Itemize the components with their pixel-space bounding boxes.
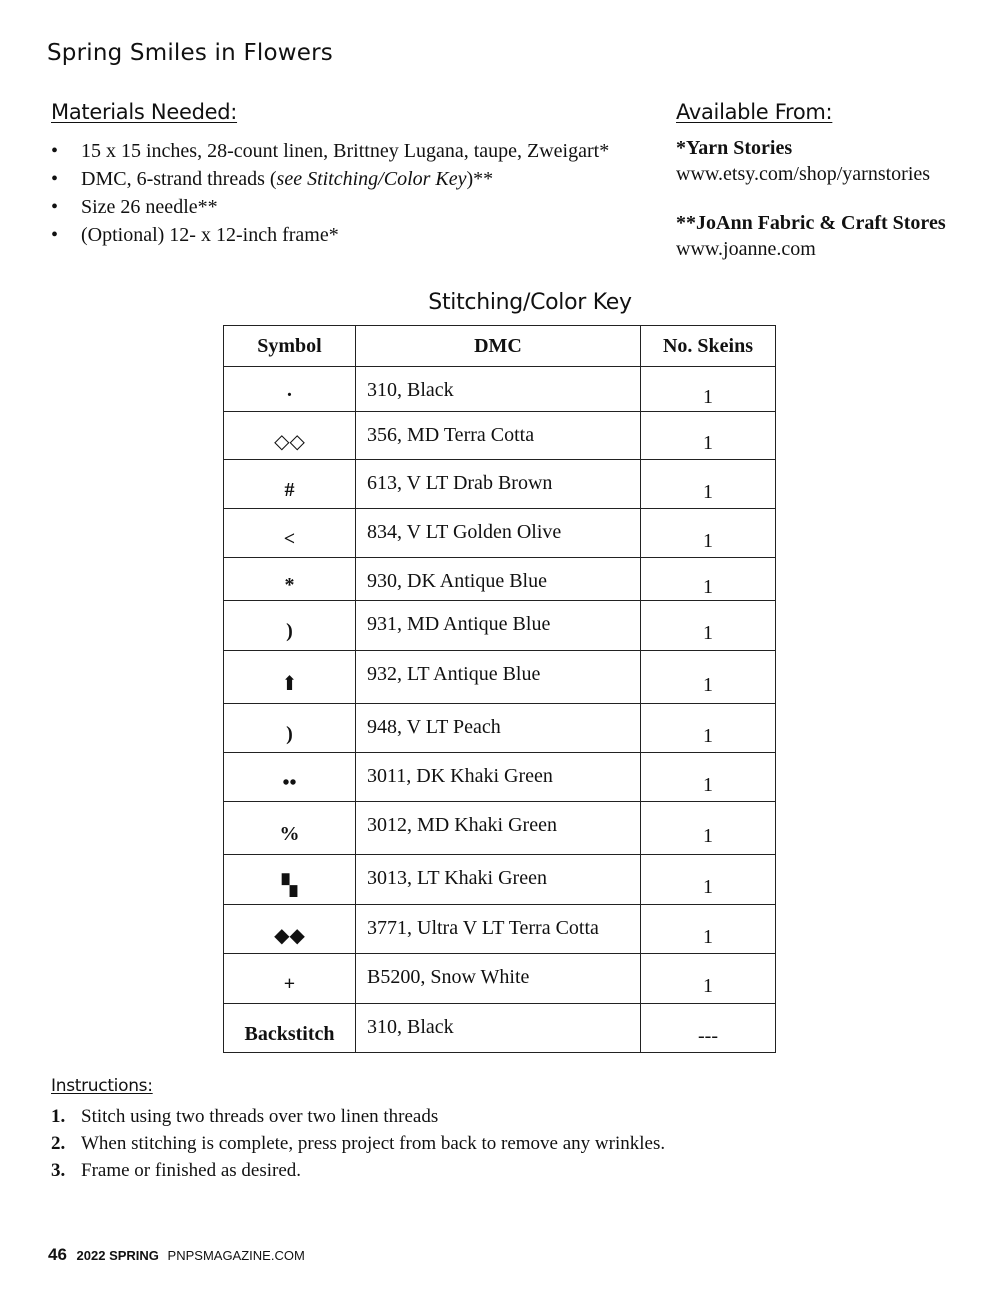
symbol-cell	[224, 753, 356, 802]
table-row	[224, 954, 776, 1004]
dmc-cell: 834, V LT Golden Olive	[356, 509, 641, 558]
materials-item	[51, 193, 609, 221]
available-heading: Available From:	[676, 100, 833, 124]
store-entry	[676, 135, 930, 187]
dmc-cell: 356, MD Terra Cotta	[356, 412, 641, 460]
dmc-cell: 310, Black	[356, 1004, 641, 1053]
table-row	[224, 802, 776, 855]
stitch-symbol-icon: %	[279, 822, 300, 845]
instruction-step	[51, 1103, 665, 1130]
store-url[interactable]: www.etsy.com/shop/yarnstories	[676, 163, 931, 185]
stitch-symbol-icon: ◆◆	[274, 924, 305, 947]
backstitch-label: Backstitch	[244, 1022, 335, 1045]
stitch-symbol-icon: *	[284, 573, 295, 596]
table-row	[224, 651, 776, 704]
step-text: Frame or finished as desired.	[81, 1160, 302, 1181]
skeins-cell: 1	[641, 412, 776, 460]
dmc-cell: 932, LT Antique Blue	[356, 651, 641, 704]
step-number: 3.	[51, 1160, 66, 1181]
dmc-cell: B5200, Snow White	[356, 954, 641, 1004]
materials-item	[51, 137, 609, 165]
store-url[interactable]: www.joanne.com	[676, 238, 816, 260]
symbol-cell	[224, 558, 356, 601]
stitch-symbol-icon: )	[286, 722, 293, 745]
step-number: 2.	[51, 1133, 66, 1154]
symbol-cell	[224, 954, 356, 1004]
stitch-symbol-icon: ⬆	[281, 672, 298, 695]
bullet-icon: •	[51, 196, 59, 218]
skeins-cell: 1	[641, 855, 776, 905]
materials-item-text-after: )**	[466, 168, 494, 190]
store-name: *Yarn Stories	[676, 137, 793, 159]
skeins-cell: 1	[641, 460, 776, 509]
table-row	[224, 855, 776, 905]
page-footer	[48, 1245, 305, 1265]
symbol-cell	[224, 905, 356, 954]
table-row	[224, 905, 776, 954]
instructions-list	[51, 1103, 665, 1184]
table-row	[224, 1004, 776, 1053]
instructions-heading: Instructions:	[51, 1076, 153, 1096]
symbol-cell	[224, 651, 356, 704]
symbol-cell	[224, 802, 356, 855]
materials-item-text: 15 x 15 inches, 28-count linen, Brittney Lugana, taupe, Zweigart*	[81, 140, 610, 162]
table-row	[224, 460, 776, 509]
skeins-cell: 1	[641, 905, 776, 954]
skeins-cell: 1	[641, 704, 776, 753]
symbol-cell	[224, 460, 356, 509]
table-row	[224, 367, 776, 412]
dmc-cell: 3771, Ultra V LT Terra Cotta	[356, 905, 641, 954]
materials-item-text: (Optional) 12- x 12-inch frame*	[81, 224, 339, 246]
key-title: Stitching/Color Key	[428, 290, 632, 315]
bullet-icon: •	[51, 168, 59, 190]
page-title: Spring Smiles in Flowers	[47, 40, 333, 66]
bullet-icon: •	[51, 140, 59, 162]
stitch-symbol-icon: <	[283, 527, 296, 550]
site-label: PNPSMAGAZINE.COM	[167, 1248, 305, 1263]
step-text: Stitch using two threads over two linen threads	[81, 1106, 439, 1127]
dmc-cell: 931, MD Antique Blue	[356, 601, 641, 651]
dmc-cell: 310, Black	[356, 367, 641, 412]
table-row	[224, 509, 776, 558]
stitch-symbol-icon: ◇◇	[274, 431, 305, 453]
table-row	[224, 704, 776, 753]
table-header-row	[224, 326, 776, 367]
step-text: When stitching is complete, press project from back to remove any wrinkles.	[81, 1133, 666, 1154]
symbol-cell	[224, 509, 356, 558]
dmc-cell: 930, DK Antique Blue	[356, 558, 641, 601]
symbol-cell	[224, 601, 356, 651]
dmc-cell: 3012, MD Khaki Green	[356, 802, 641, 855]
skeins-cell: 1	[641, 954, 776, 1004]
dmc-cell: 613, V LT Drab Brown	[356, 460, 641, 509]
table-row	[224, 601, 776, 651]
symbol-cell	[224, 1004, 356, 1053]
skeins-cell: ---	[641, 1004, 776, 1053]
table-row	[224, 412, 776, 460]
header-symbol: Symbol	[224, 326, 356, 367]
stitch-symbol-icon: ••	[282, 771, 297, 794]
skeins-cell: 1	[641, 753, 776, 802]
instruction-step	[51, 1130, 665, 1157]
symbol-cell	[224, 367, 356, 412]
materials-item-text: DMC, 6-strand threads (	[81, 168, 277, 190]
symbol-cell	[224, 704, 356, 753]
skeins-cell: 1	[641, 651, 776, 704]
dmc-cell: 3013, LT Khaki Green	[356, 855, 641, 905]
store-entry	[676, 210, 946, 262]
materials-item-text: Size 26 needle**	[81, 196, 218, 218]
stitch-symbol-icon: ·	[286, 383, 293, 406]
materials-item-italic: see Stitching/Color Key	[276, 168, 467, 190]
skeins-cell: 1	[641, 601, 776, 651]
dmc-cell: 3011, DK Khaki Green	[356, 753, 641, 802]
materials-heading: Materials Needed:	[51, 100, 238, 124]
issue-label: 2022 SPRING	[76, 1248, 159, 1263]
materials-item	[51, 165, 609, 193]
symbol-cell	[224, 412, 356, 460]
color-key-table	[223, 325, 776, 1053]
materials-item	[51, 221, 609, 249]
stitch-symbol-icon: ▚	[281, 875, 298, 897]
skeins-cell: 1	[641, 509, 776, 558]
store-name: **JoAnn Fabric & Craft Stores	[676, 212, 946, 234]
step-number: 1.	[51, 1106, 66, 1127]
table-row	[224, 753, 776, 802]
page-number: 46	[48, 1245, 67, 1264]
skeins-cell: 1	[641, 367, 776, 412]
stitch-symbol-icon: #	[284, 478, 295, 501]
header-dmc: DMC	[356, 326, 641, 367]
stitch-symbol-icon: +	[283, 973, 296, 995]
table-row	[224, 558, 776, 601]
skeins-cell: 1	[641, 802, 776, 855]
bullet-icon: •	[51, 224, 59, 246]
materials-list	[51, 137, 609, 249]
symbol-cell	[224, 855, 356, 905]
instruction-step	[51, 1157, 665, 1184]
stitch-symbol-icon: )	[286, 620, 293, 642]
dmc-cell: 948, V LT Peach	[356, 704, 641, 753]
header-skeins: No. Skeins	[641, 326, 776, 367]
skeins-cell: 1	[641, 558, 776, 601]
